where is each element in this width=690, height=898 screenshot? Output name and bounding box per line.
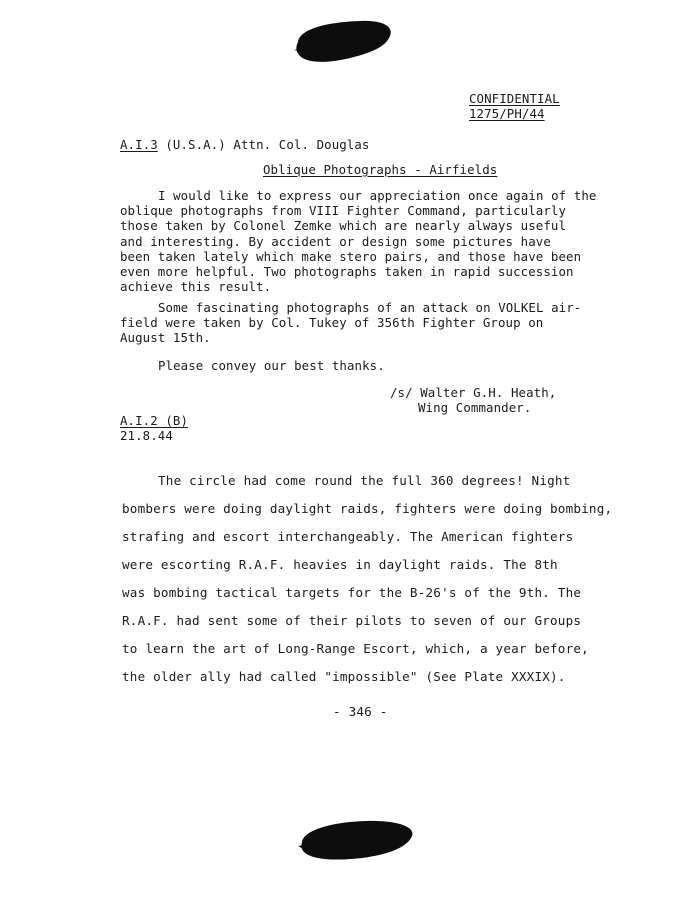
narrative-text — [122, 467, 612, 691]
memo-date: 21.8.44 — [120, 428, 173, 443]
narrative-line: R.A.F. had sent some of their pilots to seven of our Groups — [122, 613, 582, 628]
redaction-mark-bottom — [296, 816, 422, 864]
narrative-line: bombers were doing daylight raids, fighters were doing bombing, — [122, 501, 613, 516]
addressee-code: A.I.3 — [120, 137, 158, 152]
reference-number: 1275/PH/44 — [469, 106, 545, 121]
classification-label: CONFIDENTIAL — [469, 91, 560, 106]
signature-line-1: /s/ Walter G.H. Heath, — [390, 385, 557, 400]
addressee-detail: (U.S.A.) Attn. Col. Douglas — [165, 137, 370, 152]
narrative-line: strafing and escort interchangeably. The American fighters — [122, 529, 574, 544]
memo-paragraph-1 — [120, 188, 596, 294]
paragraph-line: August 15th. — [120, 330, 211, 346]
narrative-line: to learn the art of Long-Range Escort, which, a year before, — [122, 641, 589, 656]
paragraph-line: even more helpful. Two photographs taken in rapid succession — [120, 264, 574, 280]
addressee-line — [120, 137, 370, 152]
paragraph-line: and interesting. By accident or design some pictures have — [120, 233, 551, 249]
narrative-line: the older ally had called "impossible" (See Plate XXXIX). — [122, 669, 566, 684]
paragraph-line: oblique photographs from VIII Fighter Command, particularly — [120, 203, 567, 219]
memo-subject: Oblique Photographs - Airfields — [263, 162, 498, 177]
narrative-line: were escorting R.A.F. heavies in daylight raids. The 8th — [122, 557, 558, 572]
narrative-line: was bombing tactical targets for the B-26's of the 9th. The — [122, 585, 582, 600]
paragraph-line: I would like to express our appreciation once again of the — [158, 188, 597, 203]
paragraph-line: been taken lately which make stero pairs, and those have been — [120, 248, 582, 264]
paragraph-line: field were taken by Col. Tukey of 356th Fighter Group on — [120, 315, 544, 331]
redaction-mark-top — [290, 16, 400, 68]
memo-paragraph-3: Please convey our best thanks. — [158, 358, 385, 373]
signature-line-2: Wing Commander. — [418, 400, 532, 415]
paragraph-line: achieve this result. — [120, 279, 272, 295]
narrative-line: The circle had come round the full 360 degrees! Night — [158, 473, 571, 488]
paragraph-line: those taken by Colonel Zemke which are nearly always useful — [120, 218, 567, 234]
memo-paragraph-2 — [120, 300, 581, 346]
paragraph-line: Some fascinating photographs of an attack on VOLKEL air- — [158, 300, 582, 315]
page-number: - 346 - — [333, 704, 388, 719]
memo-ref-code: A.I.2 (B) — [120, 413, 189, 428]
